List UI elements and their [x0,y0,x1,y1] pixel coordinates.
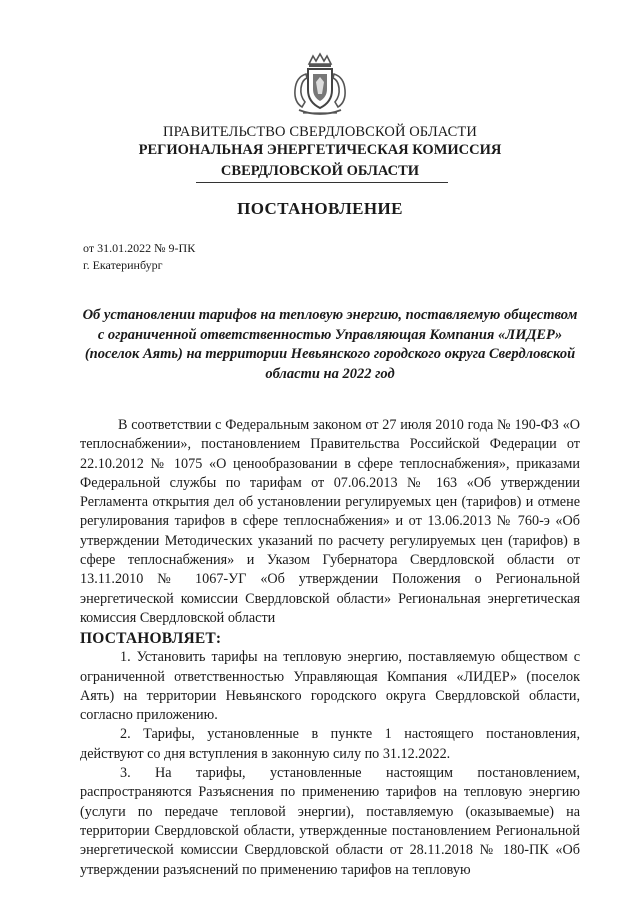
preamble-paragraph: В соответствии с Федеральным законом от 27 июля 2010 года № 190-ФЗ «О теплоснабжении», постановлением Правительства Российской Федерации от 22.10.2012 № 1075 «О ценообразовании в сфере теплоснабжения», приказами Федеральной службы по тарифам от 07.06.2013 № 163 «Об утверждении Регламента открытия дел об установлении регулируемых цен (тарифов) и отмене регулирования тарифов в сфере теплоснабжения» и от 13.06.2013 № 760-э «Об утверждении Методических указаний по расчету регулируемых цен (тарифов) в сфере теплоснабжения» и Указом Губернатора Свердловской области от 13.11.2010 № 1067-УГ «Об утверждении Положения о Региональной энергетической комиссии Свердловской области» Региональная энергетическая комиссия Свердловской области [80,417,580,626]
clause-1: 1. Установить тарифы на тепловую энергию, поставляемую обществом с ограниченной ответственностью Управляющая Компания «ЛИДЕР» (поселок Аять) на территории Невьянского городского округа Свердловской области, согласно приложению. [80,649,580,724]
coat-of-arms-icon [287,52,353,118]
government-header: ПРАВИТЕЛЬСТВО СВЕРДЛОВСКОЙ ОБЛАСТИ [163,124,477,140]
document-date-number: от 31.01.2022 № 9-ПК [83,241,196,255]
document-title: ПОСТАНОВЛЕНИЕ [237,199,403,218]
document-city: г. Екатеринбург [83,258,163,272]
document-subject: Об установлении тарифов на тепловую энергию, поставляемую обществом с ограниченной ответственностью Управляющая Компания «ЛИДЕР» (поселок Аять) на территории Невьянского городского округа Свердловской области на 2022 год [82,307,578,382]
clause-3: 3. На тарифы, установленные настоящим постановлением, распространяются Разъяснения по применению тарифов на тепловую энергию (услуги по передаче тепловой энергии), поставляемую (оказываемые) на территории Свердловской области, утвержденные постановлением Региональной энергетической комиссии Свердловской области от 28.11.2018 № 180-ПК «Об утверждении разъяснений по применению тарифов на тепловую [80,765,580,878]
decree-heading: ПОСТАНОВЛЯЕТ: [80,630,222,648]
header-divider [196,182,448,183]
commission-header: РЕГИОНАЛЬНАЯ ЭНЕРГЕТИЧЕСКАЯ КОМИССИЯ [138,142,502,158]
region-header: СВЕРДЛОВСКОЙ ОБЛАСТИ [220,163,420,179]
clause-2: 2. Тарифы, установленные в пункте 1 настоящего постановления, действуют со дня вступления в законную силу по 31.12.2022. [80,726,580,762]
document-body [80,416,580,880]
